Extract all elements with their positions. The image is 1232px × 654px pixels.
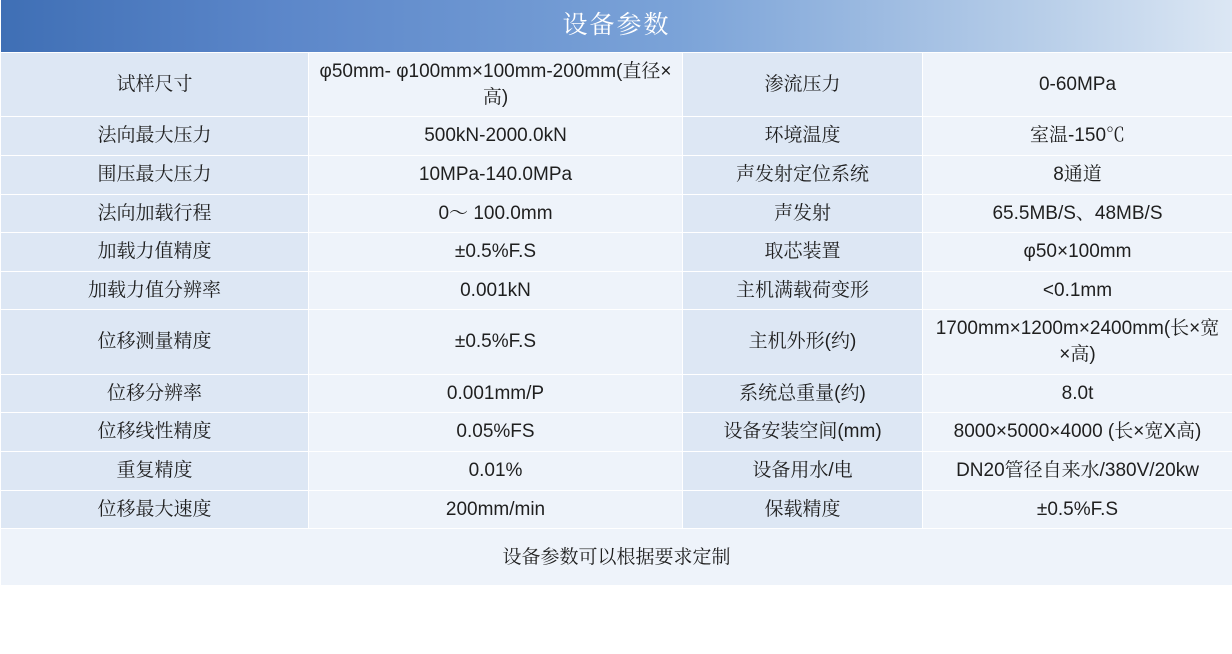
table-row [1, 490, 1232, 529]
table-row [1, 374, 1232, 413]
parameter-label: 位移分辨率 [1, 374, 309, 413]
parameter-value: 0.001mm/P [309, 374, 683, 413]
parameter-label: 位移测量精度 [1, 310, 309, 374]
parameter-label: 法向加载行程 [1, 194, 309, 233]
parameter-value: φ50mm- φ100mm×100mm-200mm(直径×高) [309, 53, 683, 117]
table-row [1, 53, 1232, 117]
parameter-value: 200mm/min [309, 490, 683, 529]
table-row [1, 310, 1232, 374]
parameter-value: 室温-150℃ [923, 117, 1232, 156]
parameter-label: 设备安装空间(mm) [683, 413, 923, 452]
parameter-label: 主机外形(约) [683, 310, 923, 374]
parameter-label: 试样尺寸 [1, 53, 309, 117]
parameter-label: 围压最大压力 [1, 155, 309, 194]
table-row [1, 452, 1232, 491]
parameter-value: ±0.5%F.S [309, 233, 683, 272]
page-title: 设备参数 [1, 0, 1232, 53]
parameter-label: 设备用水/电 [683, 452, 923, 491]
parameter-label: 声发射 [683, 194, 923, 233]
parameter-value: 1700mm×1200m×2400mm(长×宽×高) [923, 310, 1232, 374]
parameter-label: 法向最大压力 [1, 117, 309, 156]
parameter-value: DN20管径自来水/380V/20kw [923, 452, 1232, 491]
parameter-label: 加载力值分辨率 [1, 271, 309, 310]
table-row [1, 233, 1232, 272]
parameter-label: 重复精度 [1, 452, 309, 491]
parameter-value: 0-60MPa [923, 53, 1232, 117]
parameter-label: 主机满载荷变形 [683, 271, 923, 310]
parameter-value: 8000×5000×4000 (长×宽X高) [923, 413, 1232, 452]
parameter-label: 取芯装置 [683, 233, 923, 272]
parameter-value: 0.05%FS [309, 413, 683, 452]
parameter-label: 环境温度 [683, 117, 923, 156]
parameter-value: 10MPa-140.0MPa [309, 155, 683, 194]
parameter-value: 65.5MB/S、48MB/S [923, 194, 1232, 233]
parameter-value: ±0.5%F.S [923, 490, 1232, 529]
parameter-value: 8通道 [923, 155, 1232, 194]
parameter-value: 0.001kN [309, 271, 683, 310]
parameter-label: 系统总重量(约) [683, 374, 923, 413]
parameter-label: 渗流压力 [683, 53, 923, 117]
parameter-label: 保载精度 [683, 490, 923, 529]
table-row [1, 413, 1232, 452]
parameter-label: 位移线性精度 [1, 413, 309, 452]
table-title-row [1, 0, 1232, 53]
parameter-value: 8.0t [923, 374, 1232, 413]
table-footer-row [1, 529, 1232, 586]
parameter-label: 位移最大速度 [1, 490, 309, 529]
parameter-value: 0.01% [309, 452, 683, 491]
table-row [1, 117, 1232, 156]
footer-note: 设备参数可以根据要求定制 [1, 529, 1232, 586]
parameter-value: <0.1mm [923, 271, 1232, 310]
table-row [1, 155, 1232, 194]
parameter-label: 声发射定位系统 [683, 155, 923, 194]
parameter-value: 500kN-2000.0kN [309, 117, 683, 156]
table-row [1, 194, 1232, 233]
parameter-label: 加载力值精度 [1, 233, 309, 272]
table-body [1, 53, 1232, 586]
parameter-value: ±0.5%F.S [309, 310, 683, 374]
parameter-value: 0～ 100.0mm [309, 194, 683, 233]
parameter-value: φ50×100mm [923, 233, 1232, 272]
table-row [1, 271, 1232, 310]
